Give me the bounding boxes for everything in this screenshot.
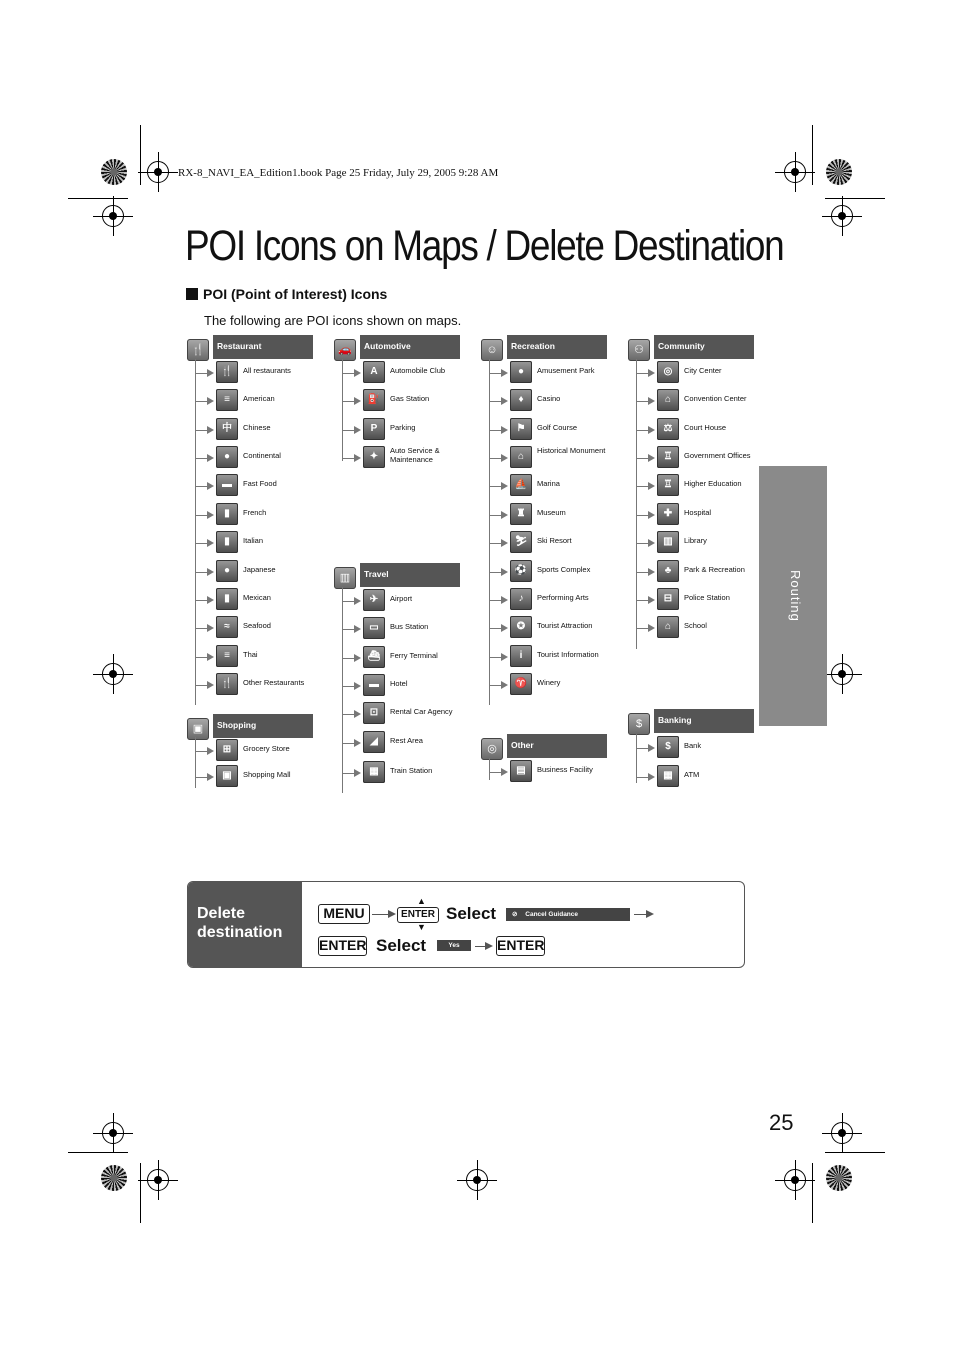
list-item: 🍴 Other Restaurants (195, 671, 325, 697)
list-item: 中 Chinese (195, 416, 325, 442)
list-item: ▣ Shopping Mall (195, 763, 325, 789)
list-item: ⌂ School (636, 614, 766, 640)
list-item: ✦ Auto Service & Maintenance (342, 444, 472, 470)
school-icon: ⌂ (657, 616, 679, 638)
list-item: $ Bank (636, 734, 766, 760)
page-number: 25 (769, 1110, 794, 1135)
list-item: ⚖ Court House (636, 416, 766, 442)
bed-icon: ▬ (363, 674, 385, 696)
sailboat-icon: ⛵ (510, 474, 532, 496)
balloon-icon: ● (510, 361, 532, 383)
crop-mark (140, 125, 141, 185)
list-item: ♖ Government Offices (636, 444, 766, 470)
rest-area-icon: ◢ (363, 731, 385, 753)
registration-crosshair-mark (102, 205, 124, 227)
book-icon: ▥ (657, 531, 679, 553)
skier-icon: ⛷ (510, 531, 532, 553)
university-icon: ♖ (657, 474, 679, 496)
list-item: ⛵ Marina (489, 472, 619, 498)
delete-destination-label: Delete destination (188, 882, 302, 967)
list-item: ≡ American (195, 387, 325, 413)
list-item: ✚ Hospital (636, 501, 766, 527)
registration-crosshair-mark (102, 1122, 124, 1144)
registration-star-mark (826, 1165, 852, 1191)
museum-icon: ♜ (510, 503, 532, 525)
continental-food-icon: ● (216, 446, 238, 468)
atm-icon: ▦ (657, 765, 679, 787)
category-header: Banking (654, 709, 754, 733)
list-item: ⊟ Police Station (636, 586, 766, 612)
list-item: A Automobile Club (342, 359, 472, 385)
auto-service-icon: ✦ (363, 446, 385, 468)
list-item: ⌂ Historical Monument (489, 444, 619, 470)
crop-mark (812, 125, 813, 185)
registration-crosshair-mark (784, 1169, 806, 1191)
police-car-icon: ⊟ (657, 588, 679, 610)
enter-button: ENTER (397, 907, 439, 923)
smiley-icon: ☺ (481, 339, 503, 361)
fork-knife-icon: 🍴 (216, 673, 238, 695)
italian-flag-icon: ▮ (216, 531, 238, 553)
crop-mark (825, 198, 885, 199)
wine-glass-icon: ♈ (510, 673, 532, 695)
menu-button: MENU (318, 904, 370, 924)
registration-crosshair-mark (147, 1169, 169, 1191)
list-item: 🍴 All restaurants (195, 359, 325, 385)
step-arrow (372, 914, 394, 915)
business-facility-icon: ▤ (510, 760, 532, 782)
list-item: ♦ Casino (489, 387, 619, 413)
train-icon: ▦ (363, 761, 385, 783)
category-header: Community (654, 335, 754, 359)
list-item: ▮ Mexican (195, 586, 325, 612)
category-header: Recreation (507, 335, 607, 359)
registration-crosshair-mark (466, 1169, 488, 1191)
luggage-icon: ▥ (334, 567, 356, 589)
enter-button: ENTER (496, 936, 545, 956)
other-icon: ◎ (481, 738, 503, 760)
ferry-icon: ⛴ (363, 646, 385, 668)
mexican-flag-icon: ▮ (216, 588, 238, 610)
list-item: ● Japanese (195, 558, 325, 584)
cancel-guidance-bar (506, 908, 630, 921)
category-header: Restaurant (213, 335, 313, 359)
crop-mark (68, 1152, 128, 1153)
print-header: RX-8_NAVI_EA_Edition1.book Page 25 Friday, July 29, 2005 9:28 AM (178, 167, 499, 179)
side-tab-label: Routing (788, 570, 803, 622)
list-item: ▬ Hotel (342, 672, 472, 698)
registration-crosshair-mark (102, 663, 124, 685)
info-icon: i (510, 645, 532, 667)
list-item: ⛽ Gas Station (342, 387, 472, 413)
registration-crosshair-mark (147, 161, 169, 183)
registration-crosshair-mark (831, 663, 853, 685)
list-item: ▦ Train Station (342, 759, 472, 785)
list-item: P Parking (342, 416, 472, 442)
registration-crosshair-mark (784, 161, 806, 183)
airplane-icon: ✈ (363, 589, 385, 611)
step-arrow (634, 914, 652, 915)
intro-text: The following are POI icons shown on maps. (204, 313, 462, 328)
cancel-guidance-label: Cancel Guidance (525, 911, 579, 918)
registration-crosshair-mark (831, 205, 853, 227)
cancel-icon: ⊘ (512, 911, 518, 918)
list-item: ● Amusement Park (489, 359, 619, 385)
registration-star-mark (101, 1165, 127, 1191)
list-item: ⊞ Grocery Store (195, 737, 325, 763)
list-item: ⊡ Rental Car Agency (342, 700, 472, 726)
dollar-icon: $ (628, 713, 650, 735)
fork-knife-icon: 🍴 (187, 339, 209, 361)
select-label: Select (446, 904, 497, 923)
government-building-icon: ♖ (657, 446, 679, 468)
list-item: ◢ Rest Area (342, 729, 472, 755)
fast-food-icon: ▬ (216, 474, 238, 496)
shopping-bag-icon: ▣ (187, 718, 209, 740)
list-item: ⌂ Convention Center (636, 387, 766, 413)
crop-mark (140, 1163, 141, 1223)
list-item: ● Continental (195, 444, 325, 470)
gas-pump-icon: ⛽ (363, 389, 385, 411)
up-arrow-icon: ▲ (417, 896, 426, 906)
list-item: ♣ Park & Recreation (636, 558, 766, 584)
community-icon: ⚇ (628, 339, 650, 361)
list-item: ♖ Higher Education (636, 472, 766, 498)
enter-button: ENTER (318, 936, 367, 956)
bus-icon: ▭ (363, 617, 385, 639)
list-item: ▬ Fast Food (195, 472, 325, 498)
list-item: ▮ Italian (195, 529, 325, 555)
tourist-attraction-icon: ✪ (510, 616, 532, 638)
list-item: i Tourist Information (489, 643, 619, 669)
list-item: ≈ Seafood (195, 614, 325, 640)
car-icon: 🚗 (334, 339, 356, 361)
tree-icon: ♣ (657, 560, 679, 582)
list-item: ◎ City Center (636, 359, 766, 385)
american-flag-icon: ≡ (216, 389, 238, 411)
french-flag-icon: ▮ (216, 503, 238, 525)
list-item: ▦ ATM (636, 763, 766, 789)
list-item: ♜ Museum (489, 501, 619, 527)
crop-mark (68, 198, 128, 199)
hospital-cross-icon: ✚ (657, 503, 679, 525)
category-header: Automotive (360, 335, 460, 359)
list-item: ✪ Tourist Attraction (489, 614, 619, 640)
automobile-club-icon: A (363, 361, 385, 383)
dollar-icon: $ (657, 736, 679, 758)
list-item: ⚑ Golf Course (489, 416, 619, 442)
crop-mark (825, 1152, 885, 1153)
registration-star-mark (101, 159, 127, 185)
shopping-bag-icon: ▣ (216, 765, 238, 787)
registration-star-mark (826, 159, 852, 185)
sports-icon: ⚽ (510, 560, 532, 582)
list-item: ⛴ Ferry Terminal (342, 644, 472, 670)
list-item: ⚽ Sports Complex (489, 558, 619, 584)
select-label: Select (376, 936, 427, 955)
down-arrow-icon: ▼ (417, 922, 426, 932)
scales-icon: ⚖ (657, 418, 679, 440)
yes-bar: Yes (437, 940, 471, 951)
registration-crosshair-mark (831, 1122, 853, 1144)
rental-car-icon: ⊡ (363, 702, 385, 724)
parking-icon: P (363, 418, 385, 440)
list-item: ♈ Winery (489, 671, 619, 697)
list-item: ≡ Thai (195, 643, 325, 669)
section-heading (186, 286, 387, 302)
convention-center-icon: ⌂ (657, 389, 679, 411)
chinese-food-icon: 中 (216, 418, 238, 440)
thai-flag-icon: ≡ (216, 645, 238, 667)
category-header: Shopping (213, 714, 313, 738)
section-heading-text: POI (Point of Interest) Icons (203, 286, 388, 302)
list-item: ♪ Performing Arts (489, 586, 619, 612)
list-item: ▭ Bus Station (342, 615, 472, 641)
category-header: Other (507, 734, 607, 758)
fish-icon: ≈ (216, 616, 238, 638)
square-bullet-icon (186, 288, 198, 300)
list-item: ▮ French (195, 501, 325, 527)
list-item: ⛷ Ski Resort (489, 529, 619, 555)
list-item: ▤ Business Facility (489, 758, 619, 784)
step-arrow (475, 946, 491, 947)
monument-icon: ⌂ (510, 446, 532, 468)
golf-flag-icon: ⚑ (510, 418, 532, 440)
city-center-icon: ◎ (657, 361, 679, 383)
crop-mark (812, 1163, 813, 1223)
shopping-cart-icon: ⊞ (216, 739, 238, 761)
fork-knife-icon: 🍴 (216, 361, 238, 383)
delete-destination-box (187, 881, 745, 968)
category-header: Travel (360, 563, 460, 587)
japanese-flag-icon: ● (216, 560, 238, 582)
list-item: ✈ Airport (342, 587, 472, 613)
theater-mask-icon: ♪ (510, 588, 532, 610)
card-suit-icon: ♦ (510, 389, 532, 411)
page-title: POI Icons on Maps / Delete Destination (185, 222, 784, 270)
list-item: ▥ Library (636, 529, 766, 555)
